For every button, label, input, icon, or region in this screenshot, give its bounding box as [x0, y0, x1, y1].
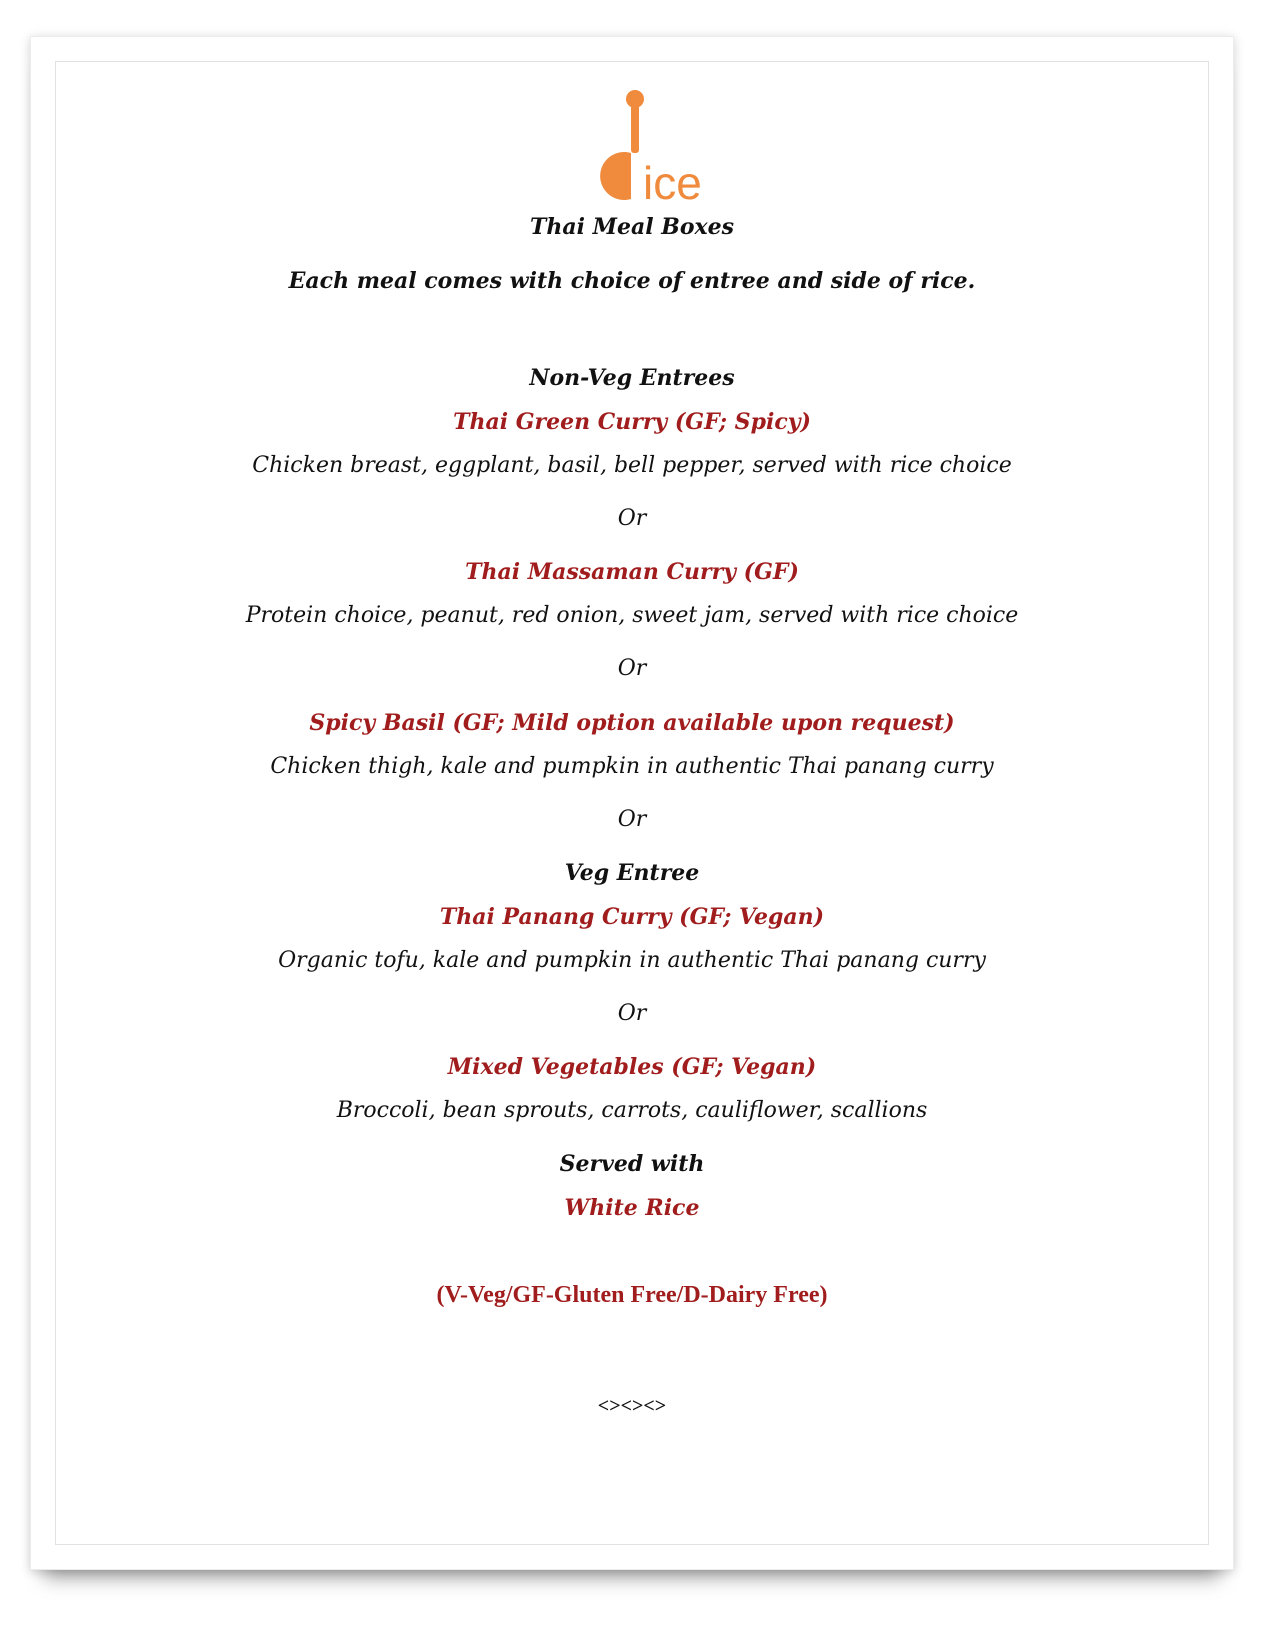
menu-item-name: Thai Panang Curry (GF; Vegan) — [439, 904, 825, 930]
page-title: Thai Meal Boxes — [529, 214, 735, 240]
menu-item-description: Organic tofu, kale and pumpkin in authentic Thai panang curry — [278, 948, 986, 973]
menu-item-name: Thai Green Curry (GF; Spicy) — [453, 409, 811, 435]
dice-logo — [587, 87, 727, 227]
or-divider: Or — [617, 656, 647, 681]
menu-item-description: Broccoli, bean sprouts, carrots, cauliflower, scallions — [336, 1098, 928, 1123]
or-divider: Or — [617, 807, 647, 832]
or-divider: Or — [617, 506, 647, 531]
page-separator: <><><> — [597, 1395, 667, 1417]
section-heading-veg: Veg Entree — [564, 860, 700, 886]
rice-option: White Rice — [564, 1195, 700, 1221]
menu-item-description: Protein choice, peanut, red onion, sweet jam, served with rice choice — [245, 603, 1019, 628]
or-divider: Or — [617, 1001, 647, 1026]
logo-text: ice — [643, 157, 702, 209]
section-heading-non-veg: Non-Veg Entrees — [529, 365, 735, 391]
menu-item-name: Mixed Vegetables (GF; Vegan) — [447, 1054, 817, 1080]
page-subtitle: Each meal comes with choice of entree and side of rice. — [288, 268, 976, 294]
dietary-legend: (V-Veg/GF-Gluten Free/D-Dairy Free) — [436, 1282, 828, 1308]
menu-page — [30, 36, 1234, 1570]
menu-item-name: Thai Massaman Curry (GF) — [465, 559, 799, 585]
menu-item-description: Chicken thigh, kale and pumpkin in authentic Thai panang curry — [270, 754, 994, 779]
menu-item-name: Spicy Basil (GF; Mild option available upon request) — [309, 710, 955, 736]
menu-item-description: Chicken breast, eggplant, basil, bell pepper, served with rice choice — [252, 453, 1012, 478]
section-heading-served-with: Served with — [559, 1151, 705, 1177]
